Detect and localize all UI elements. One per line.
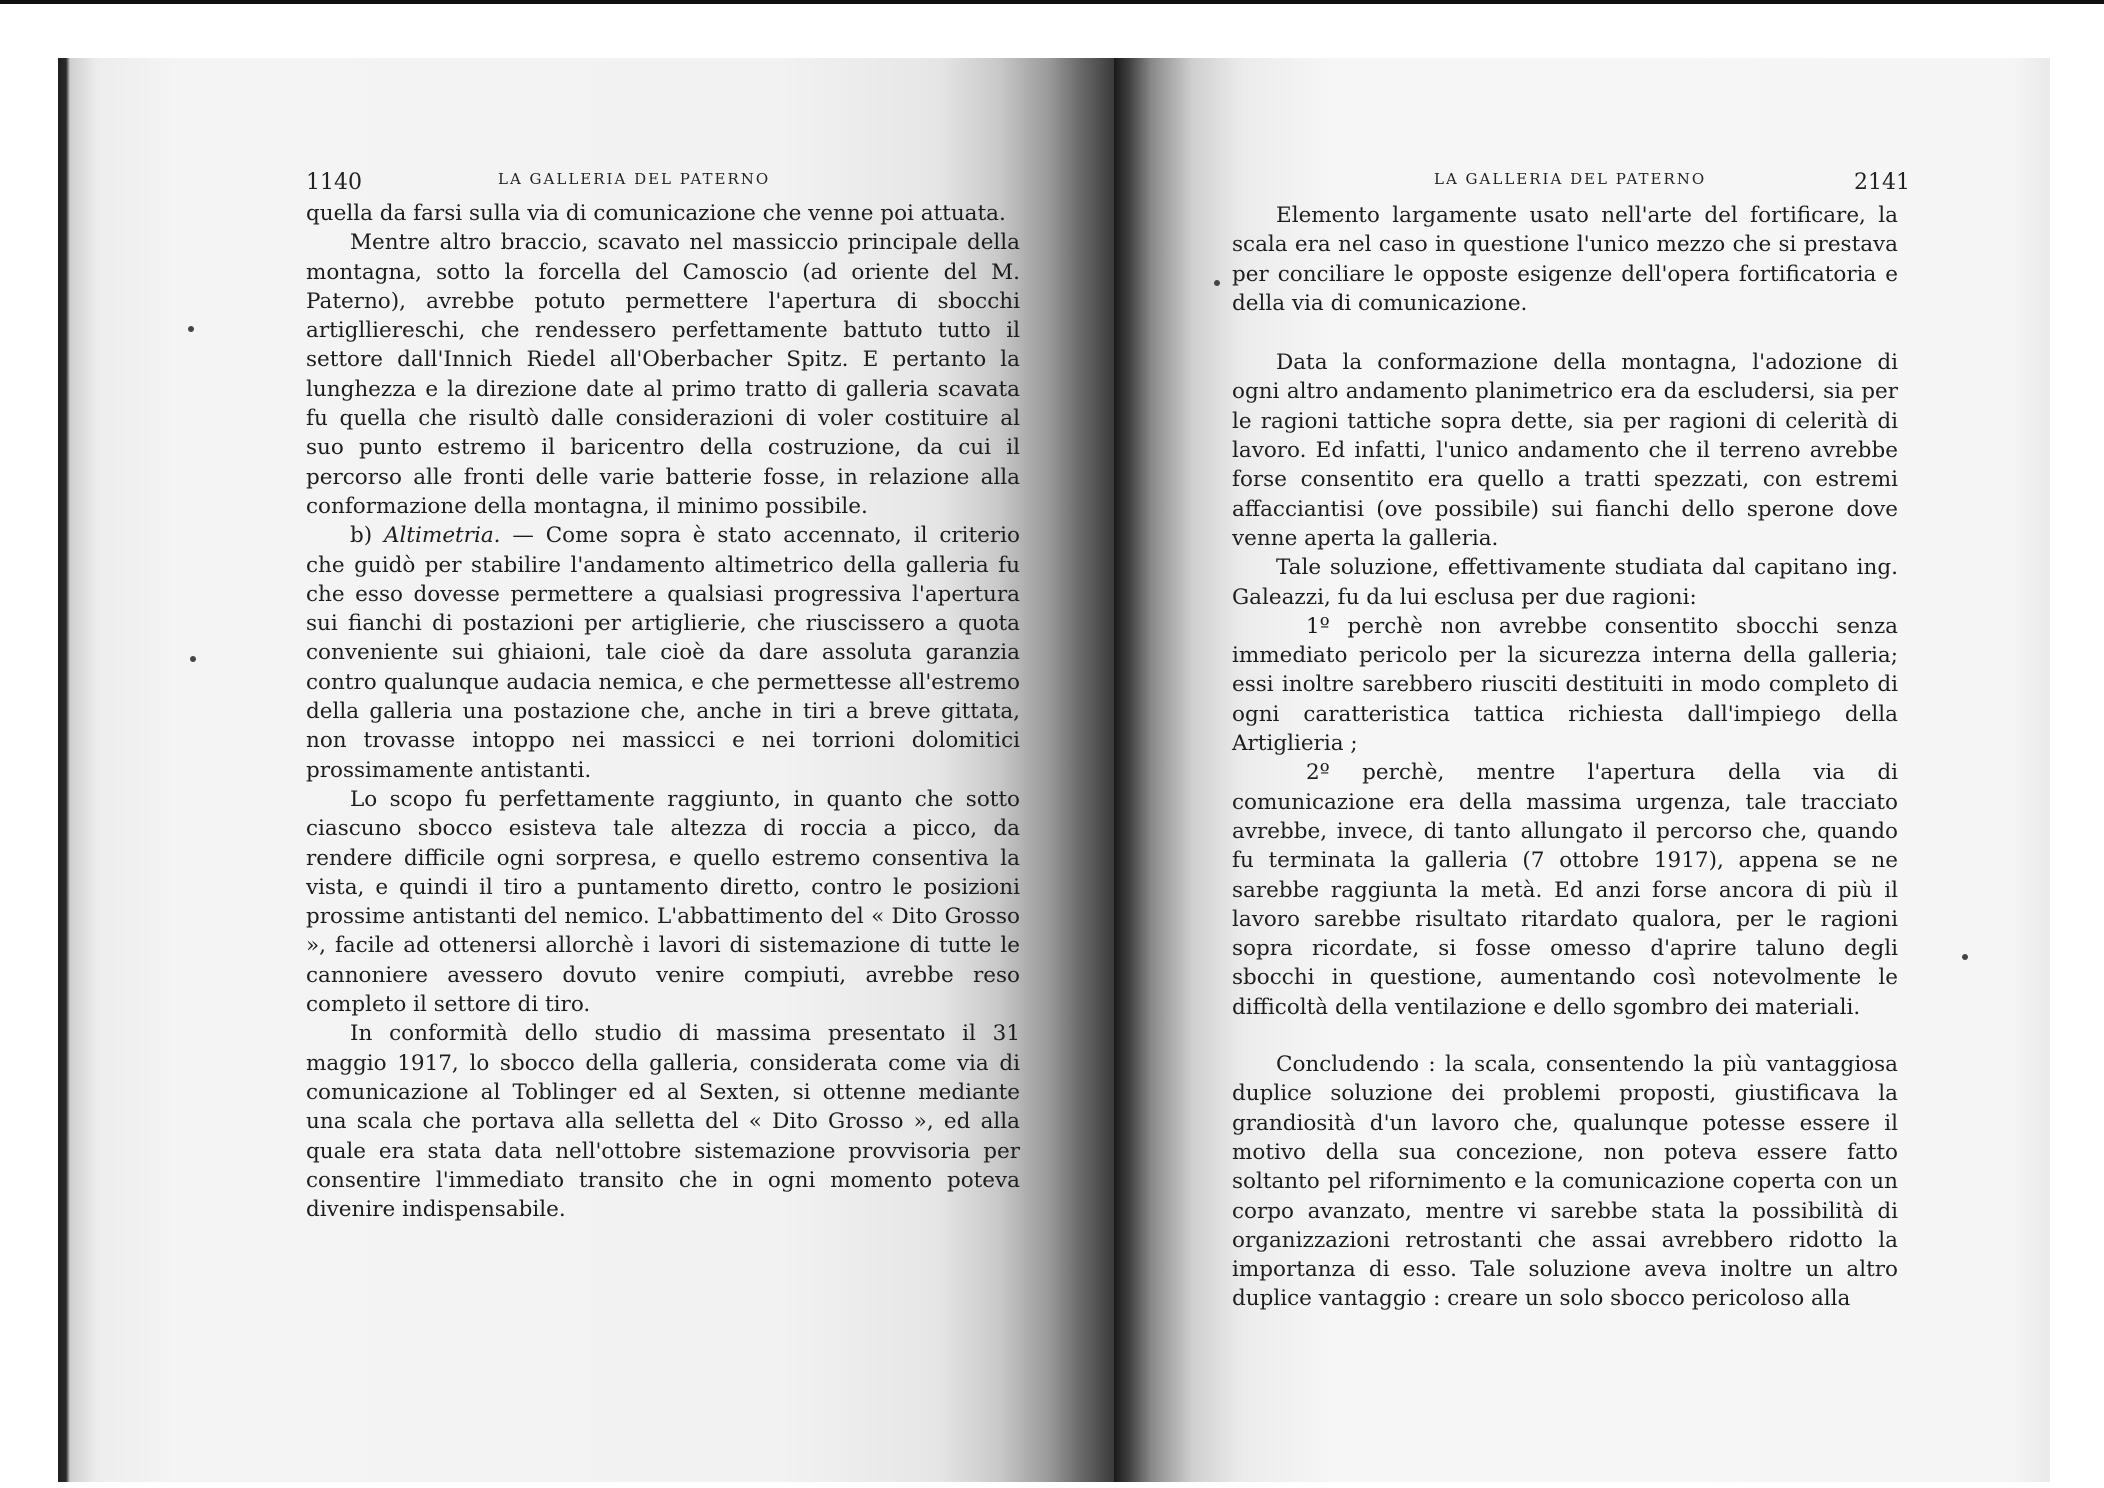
right-page-number: 2141: [1854, 170, 1910, 195]
right-paragraph-2: Data la conformazione della montagna, l'adozione di ogni altro andamento planimetrico era da escludersi, sia per le ragioni tattiche sopra dette, sia per ragioni di celerità di lavoro. Ed infatti, l'unico andamento che il terreno avrebbe forse consentito era quello a tratti spezzati, con estremi affacciantisi (ove possibile) sui fianchi dello sperone dove venne aperta la galleria.: [1232, 350, 1898, 551]
altimetria-heading: Altimetria.: [384, 523, 501, 549]
right-paragraph-4: 1º perchè non avrebbe consentito sbocchi senza immediato pericolo per la sicurezza interna della galleria; essi inoltre sarebbero riusciti destituiti in modo completo di ogni caratteristica tattica richiesta dall'impiego della Artiglieria ;: [1232, 613, 1898, 757]
left-paragraph-4: Lo scopo fu perfettamente raggiunto, in quanto che sotto ciascuno sbocco esisteva tale altezza di roccia a picco, da rendere difficile ogni sorpresa, e quello estremo consentiva la vista, e quindi il tiro a puntamento diretto, contro le posizioni prossime antistanti del nemico. L'abbattimento del « Dito Grosso », facile ad ottenersi allorchè i lavori di sistemazione di tutte le cannoniere avessero dovuto venire compiuti, avrebbe reso completo il settore di tiro.: [306, 786, 1020, 1018]
altimetria-prefix: b): [350, 523, 385, 549]
left-page: [58, 58, 1114, 1482]
right-paragraph-1: Elemento largamente usato nell'arte del fortificare, la scala era nel caso in questione l'unico mezzo che si prestava per conciliare le opposte esigenze dell'opera fortificatoria e della via di comunicazione.: [1232, 203, 1898, 316]
left-running-header: LA GALLERIA DEL PATERNO: [498, 170, 771, 188]
right-paragraph-6: Concludendo : la scala, consentendo la più vantaggiosa duplice soluzione dei problemi proposti, giustificava la grandiosità d'un lavoro che, qualunque potesse essere il motivo della sua concezione, non poteva essere fatto soltanto pel rifornimento e la comunicazione coperta con un corpo avanzato, mentre vi sarebbe stata la possibilità di organizzazioni retrostanti che assai avrebbero ridotto la importanza di esso. Tale soluzione aveva inoltre un altro duplice vantaggio : creare un solo sbocco pericoloso alla: [1232, 1052, 1898, 1312]
right-paragraph-3: Tale soluzione, effettivamente studiata dal capitano ing. Galeazzi, fu da lui esclusa per due ragioni:: [1232, 555, 1898, 610]
scan-speck: [1214, 280, 1220, 286]
right-page: [1114, 58, 2050, 1482]
left-paragraph-1: quella da farsi sulla via di comunicazione che venne poi attuata.: [306, 201, 1006, 226]
scan-speck: [188, 326, 194, 332]
scan-top-edge: [0, 0, 2104, 4]
right-page-body: [1232, 201, 1898, 1314]
book-scan: [58, 58, 2050, 1482]
right-running-header: LA GALLERIA DEL PATERNO: [1434, 170, 1707, 188]
left-page-body: [306, 199, 1020, 1224]
left-page-number: 1140: [306, 170, 362, 195]
scan-speck: [190, 656, 196, 662]
left-paragraph-2: Mentre altro braccio, scavato nel massiccio principale della montagna, sotto la forcella del Camoscio (ad oriente del M. Paterno), avrebbe potuto permettere l'apertura di sbocchi artiglliereschi, che rendessero perfettamente battuto tutto il settore dall'Innich Riedel all'Oberbacher Spitz. E pertanto la lunghezza e la direzione date al primo tratto di galleria scavata fu quella che risultò dalle considerazioni di voler costituire al suo punto estremo il baricentro della costruzione, da cui il percorso alle fronti delle varie batterie fosse, in relazione alla conformazione della montagna, il minimo possibile.: [306, 230, 1020, 519]
right-paragraph-5: 2º perchè, mentre l'apertura della via di comunicazione era della massima urgenza, tale tracciato avrebbe, invece, di tanto allungato il percorso che, quando fu terminata la galleria (7 ottobre 1917), appena se ne sarebbe raggiunta la metà. Ed anzi forse ancora di più il lavoro sarebbe risultato ritardato qualora, per le ragioni sopra ricordate, si fosse omesso d'aprire taluno degli sbocchi in questione, aumentando così notevolmente le difficoltà della ventilazione e dello sgombro dei materiali.: [1232, 760, 1898, 1020]
left-paragraph-3: [306, 521, 1020, 785]
altimetria-text: — Come sopra è stato accennato, il criterio che guidò per stabilire l'andamento altimetrico della galleria fu che esso dovesse permettere a qualsiasi progressiva l'apertura sui fianchi di postazioni per artiglierie, che riuscissero a quota conveniente sui ghiaioni, tale cioè da dare assoluta garanzia contro qualunque audacia nemica, e che permettesse all'estremo della galleria una postazione che, anche in tiri a breve gittata, non trovasse intoppo nei massicci e nei torrioni dolomitici prossimamente antistanti.: [306, 523, 1020, 783]
scan-speck: [1962, 954, 1968, 960]
left-paragraph-5: In conformità dello studio di massima presentato il 31 maggio 1917, lo sbocco della galleria, considerata come via di comunicazione al Toblinger ed al Sexten, si ottenne mediante una scala che portava alla selletta del « Dito Grosso », ed alla quale era stata data nell'ottobre sistemazione provvisoria per consentire l'immediato transito che in ogni momento poteva divenire indispensabile.: [306, 1021, 1020, 1223]
